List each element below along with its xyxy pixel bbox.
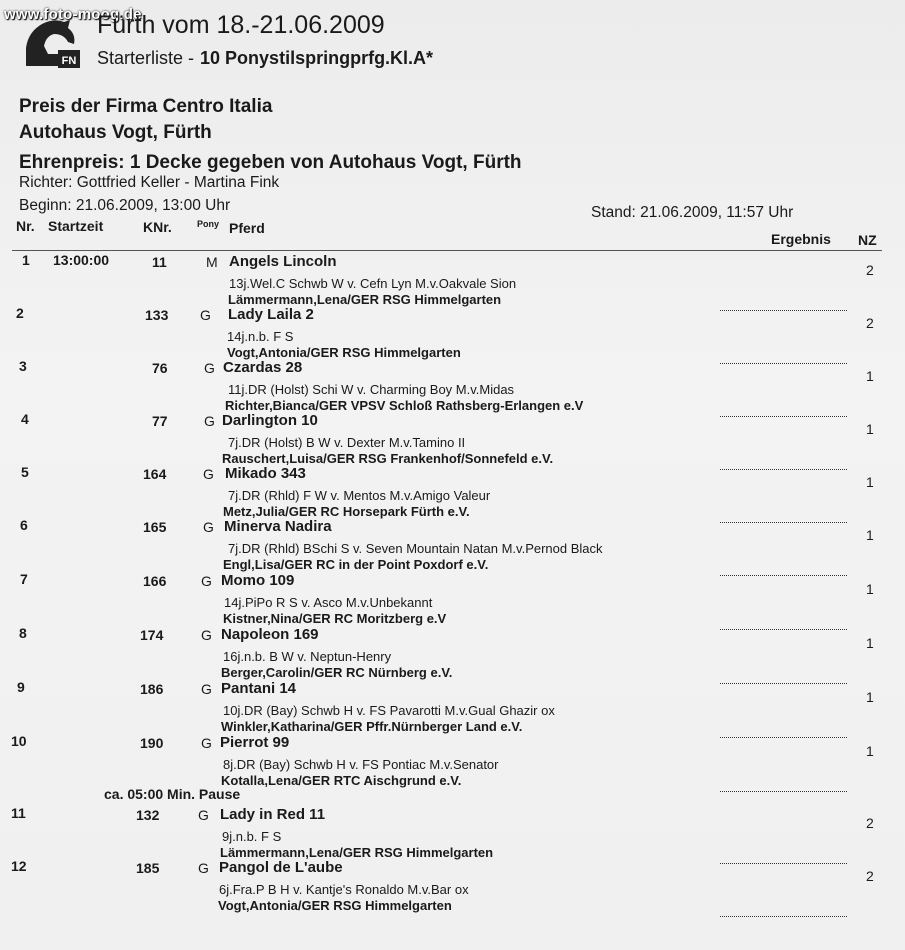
entry-pony: G bbox=[201, 627, 212, 643]
entry-horse: Napoleon 169 bbox=[221, 626, 319, 643]
entry-nr: 2 bbox=[16, 305, 24, 321]
entry-horse: Lady in Red 11 bbox=[220, 806, 326, 823]
entry-nz: 1 bbox=[866, 474, 874, 490]
entry-details: 13j.Wel.C Schwb W v. Cefn Lyn M.v.Oakvale Sion bbox=[229, 276, 517, 291]
entry-nz: 1 bbox=[866, 689, 874, 705]
entry-nr: 6 bbox=[20, 517, 28, 533]
entry-pony: G bbox=[203, 466, 214, 482]
entry-nr: 8 bbox=[19, 625, 27, 641]
entry-pony: G bbox=[201, 573, 212, 589]
entry-details: 14j.PiPo R S v. Asco M.v.Unbekannt bbox=[224, 595, 433, 610]
entry-horse: Angels Lincoln bbox=[229, 253, 337, 270]
entry-knr: 76 bbox=[152, 360, 168, 376]
entry-horse: Pangol de L'aube bbox=[219, 859, 343, 876]
entry-knr: 186 bbox=[140, 681, 164, 697]
entry-details: 8j.DR (Bay) Schwb H v. FS Pontiac M.v.Senator bbox=[223, 757, 499, 772]
entry-pony: G bbox=[201, 735, 212, 751]
entry-nr: 5 bbox=[21, 464, 29, 480]
result-field[interactable] bbox=[720, 416, 847, 417]
result-field[interactable] bbox=[720, 522, 847, 523]
entry-nz: 1 bbox=[866, 421, 874, 437]
entry-pony: G bbox=[203, 519, 214, 535]
result-field[interactable] bbox=[720, 916, 847, 917]
col-horse: Pferd bbox=[229, 220, 265, 236]
entry-knr: 133 bbox=[145, 307, 169, 323]
result-field[interactable] bbox=[720, 363, 847, 364]
result-field[interactable] bbox=[720, 683, 847, 684]
entry-knr: 190 bbox=[140, 735, 164, 751]
entry-nz: 1 bbox=[866, 743, 874, 759]
col-nr: Nr. bbox=[16, 218, 35, 234]
entry-rider: Rauschert,Luisa/GER RSG Frankenhof/Sonnefeld e.V. bbox=[222, 451, 554, 466]
entry-nr: 10 bbox=[11, 733, 27, 749]
entry-nz: 2 bbox=[866, 315, 874, 331]
entry-rider: Lämmermann,Lena/GER RSG Himmelgarten bbox=[228, 292, 502, 307]
entry-pony: G bbox=[204, 413, 215, 429]
entry-details: 14j.n.b. F S bbox=[227, 329, 294, 344]
entry-pony: G bbox=[198, 860, 209, 876]
entry-rider: Winkler,Katharina/GER Pffr.Nürnberger Land e.V. bbox=[221, 719, 523, 734]
event-title: Fürth vom 18.-21.06.2009 bbox=[97, 11, 385, 39]
col-pony: Pony bbox=[197, 219, 220, 229]
col-nz: NZ bbox=[858, 232, 877, 248]
col-result: Ergebnis bbox=[771, 231, 831, 247]
entry-horse: Minerva Nadira bbox=[224, 518, 332, 535]
entry-nr: 11 bbox=[11, 805, 26, 821]
competition-name: 10 Ponystilspringprfg.Kl.A* bbox=[200, 48, 434, 68]
entry-nz: 1 bbox=[866, 527, 874, 543]
watermark: www.foto-moog.de bbox=[4, 6, 142, 23]
entry-knr: 185 bbox=[136, 860, 160, 876]
status-time: Stand: 21.06.2009, 11:57 Uhr bbox=[591, 204, 794, 221]
entry-horse: Pierrot 99 bbox=[220, 734, 290, 751]
entry-rider: Vogt,Antonia/GER RSG Himmelgarten bbox=[227, 345, 461, 360]
result-field[interactable] bbox=[720, 310, 847, 311]
honor-prize: Ehrenpreis: 1 Decke gegeben von Autohaus Vogt, Fürth bbox=[19, 152, 522, 173]
entry-details: 11j.DR (Holst) Schi W v. Charming Boy M.v.Midas bbox=[228, 382, 515, 397]
prize-line-1: Preis der Firma Centro Italia bbox=[19, 96, 273, 117]
entry-horse: Czardas 28 bbox=[223, 359, 303, 376]
entry-rider: Vogt,Antonia/GER RSG Himmelgarten bbox=[218, 898, 452, 913]
entry-nr: 12 bbox=[11, 858, 27, 874]
entry-rider: Richter,Bianca/GER VPSV Schloß Rathsberg-Erlangen e.V bbox=[225, 398, 584, 413]
pause-note: ca. 05:00 Min. Pause bbox=[104, 786, 241, 802]
entry-rider: Lämmermann,Lena/GER RSG Himmelgarten bbox=[220, 845, 494, 860]
col-knr: KNr. bbox=[143, 219, 172, 235]
result-field[interactable] bbox=[720, 791, 847, 792]
entry-horse: Darlington 10 bbox=[222, 412, 318, 429]
entry-nr: 3 bbox=[19, 358, 27, 374]
entry-details: 7j.DR (Holst) B W v. Dexter M.v.Tamino II bbox=[228, 435, 466, 450]
svg-text:FN: FN bbox=[61, 55, 77, 67]
entry-pony: G bbox=[204, 360, 215, 376]
entry-knr: 132 bbox=[136, 807, 160, 823]
entry-nr: 7 bbox=[20, 571, 28, 587]
entry-nz: 2 bbox=[866, 262, 874, 278]
judges: Richter: Gottfried Keller - Martina Fink bbox=[19, 174, 280, 191]
col-start: Startzeit bbox=[48, 218, 104, 234]
entry-details: 10j.DR (Bay) Schwb H v. FS Pavarotti M.v.Gual Ghazir ox bbox=[223, 703, 555, 718]
entry-nr: 4 bbox=[21, 411, 29, 427]
result-field[interactable] bbox=[720, 629, 847, 630]
result-field[interactable] bbox=[720, 737, 847, 738]
fn-horse-logo-icon bbox=[24, 18, 80, 68]
entry-nz: 1 bbox=[866, 635, 874, 651]
entry-horse: Mikado 343 bbox=[225, 465, 306, 482]
entry-nr: 9 bbox=[17, 679, 25, 695]
list-subtitle: Starterliste - 10 Ponystilspringprfg.Kl.A* bbox=[97, 48, 434, 68]
entry-pony: G bbox=[198, 807, 209, 823]
entry-horse: Pantani 14 bbox=[221, 680, 297, 697]
entry-nz: 2 bbox=[866, 815, 874, 831]
entry-rider: Kistner,Nina/GER RC Moritzberg e.V bbox=[223, 611, 447, 626]
entry-details: 7j.DR (Rhld) F W v. Mentos M.v.Amigo Valeur bbox=[228, 488, 491, 503]
entry-rider: Metz,Julia/GER RC Horsepark Fürth e.V. bbox=[223, 504, 470, 519]
entry-pony: M bbox=[206, 254, 218, 270]
entry-knr: 165 bbox=[143, 519, 167, 535]
entry-nz: 2 bbox=[866, 868, 874, 884]
entry-pony: G bbox=[200, 307, 211, 323]
entry-knr: 11 bbox=[152, 254, 167, 270]
entry-details: 7j.DR (Rhld) BSchi S v. Seven Mountain Natan M.v.Pernod Black bbox=[228, 541, 603, 556]
entry-nr: 1 bbox=[22, 252, 30, 268]
entry-rider: Engl,Lisa/GER RC in der Point Poxdorf e.V. bbox=[223, 557, 489, 572]
entry-knr: 174 bbox=[140, 627, 164, 643]
entry-details: 6j.Fra.P B H v. Kantje's Ronaldo M.v.Bar ox bbox=[219, 882, 469, 897]
entry-knr: 77 bbox=[152, 413, 168, 429]
entry-rider: Kotalla,Lena/GER RTC Aischgrund e.V. bbox=[221, 773, 462, 788]
header-divider bbox=[12, 250, 882, 251]
result-field[interactable] bbox=[720, 863, 847, 864]
entry-details: 9j.n.b. F S bbox=[222, 829, 282, 844]
start-time: Beginn: 21.06.2009, 13:00 Uhr bbox=[19, 197, 231, 214]
entry-knr: 166 bbox=[143, 573, 167, 589]
entry-nz: 1 bbox=[866, 581, 874, 597]
entry-details: 16j.n.b. B W v. Neptun-Henry bbox=[223, 649, 392, 664]
entry-knr: 164 bbox=[143, 466, 167, 482]
entry-horse: Momo 109 bbox=[221, 572, 295, 589]
result-field[interactable] bbox=[720, 469, 847, 470]
entry-pony: G bbox=[201, 681, 212, 697]
entry-start-time: 13:00:00 bbox=[53, 252, 110, 268]
entry-horse: Lady Laila 2 bbox=[228, 306, 314, 323]
entry-nz: 1 bbox=[866, 368, 874, 384]
prize-line-2: Autohaus Vogt, Fürth bbox=[19, 122, 212, 143]
entry-rider: Berger,Carolin/GER RC Nürnberg e.V. bbox=[221, 665, 453, 680]
result-field[interactable] bbox=[720, 575, 847, 576]
